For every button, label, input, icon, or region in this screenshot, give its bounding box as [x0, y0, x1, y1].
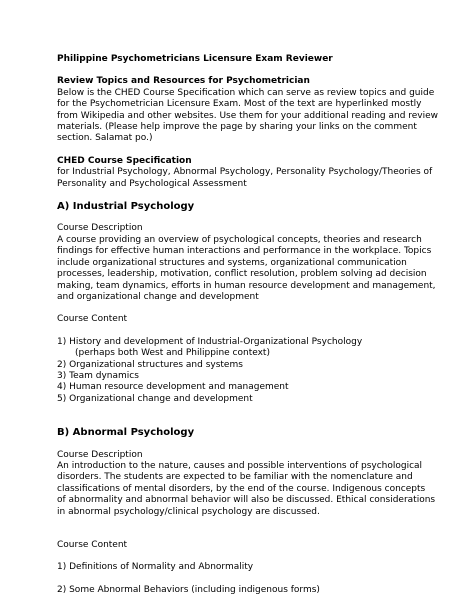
section-a-desc-line: A course providing an overview of psychological concepts, theories and research [57, 234, 422, 245]
intro-line: from Wikipedia and other websites. Use them for your additional reading and review [57, 110, 439, 121]
section-a-desc-line: include organizational structures and systems, organizational communication [57, 257, 407, 268]
section-a-desc-line: and organizational change and development [57, 291, 259, 302]
section-a-heading: A) Industrial Psychology [57, 201, 195, 213]
section-b-desc-label: Course Description [57, 449, 143, 460]
section-a-content-item: 5) Organizational change and development [57, 393, 253, 404]
section-b-heading: B) Abnormal Psychology [57, 427, 195, 439]
section-a-content-item: (perhaps both West and Philippine context) [75, 348, 270, 359]
section-a-desc-line: findings for effective human interactions and performance in the workplace. Topics [57, 246, 432, 257]
section-a-content-item: 3) Team dynamics [57, 370, 139, 381]
intro-line: materials. (Please help improve the page by sharing your links on the comment [57, 122, 417, 133]
document-title: Philippine Psychometricians Licensure Exam Reviewer [57, 54, 333, 64]
ched-heading: CHED Course Specification [57, 155, 192, 166]
intro-line: Below is the CHED Course Specification which can serve as review topics and guide [57, 87, 435, 98]
section-b-content-item: 1) Definitions of Normality and Abnormality [57, 562, 254, 573]
section-b-desc-line: classifications of mental disorders, by the end of the course. Indigenous concepts [57, 483, 426, 494]
ched-line: Personality and Psychological Assessment [57, 178, 247, 189]
intro-line: for the Psychometrician Licensure Exam. Most of the text are hyperlinked mostly [57, 99, 422, 110]
section-b-desc-line: disorders. The students are expected to be familiar with the nomenclature and [57, 472, 413, 483]
section-b-desc-line: An introduction to the nature, causes and possible interventions of psychological [57, 460, 423, 471]
intro-line: section. Salamat po.) [57, 133, 153, 144]
section-a-desc-label: Course Description [57, 223, 143, 234]
document-page [57, 54, 439, 596]
section-a-content-item: 4) Human resource development and management [57, 382, 289, 393]
intro-heading: Review Topics and Resources for Psychometrician [57, 76, 310, 87]
section-a-content-item: 2) Organizational structures and systems [57, 359, 243, 370]
section-b-content-item: 2) Some Abnormal Behaviors (including indigenous forms) [57, 584, 320, 595]
ched-line: for Industrial Psychology, Abnormal Psychology, Personality Psychology/Theories of [57, 167, 433, 178]
section-a-content-item: 1) History and development of Industrial-Organizational Psychology [57, 336, 363, 347]
section-b-desc-line: of abnormality and abnormal behavior will also be discussed. Ethical considerations [57, 495, 436, 506]
section-a-desc-line: processes, leadership, motivation, conflict resolution, problem solving ad decision [57, 269, 427, 280]
section-a-content-label: Course Content [57, 314, 128, 325]
section-b-content-label: Course Content [57, 540, 128, 550]
section-b-desc-line: in abnormal psychology/clinical psychology are discussed. [57, 506, 320, 517]
section-a-desc-line: making, team dynamics, efforts in human resource development and management, [57, 280, 436, 291]
